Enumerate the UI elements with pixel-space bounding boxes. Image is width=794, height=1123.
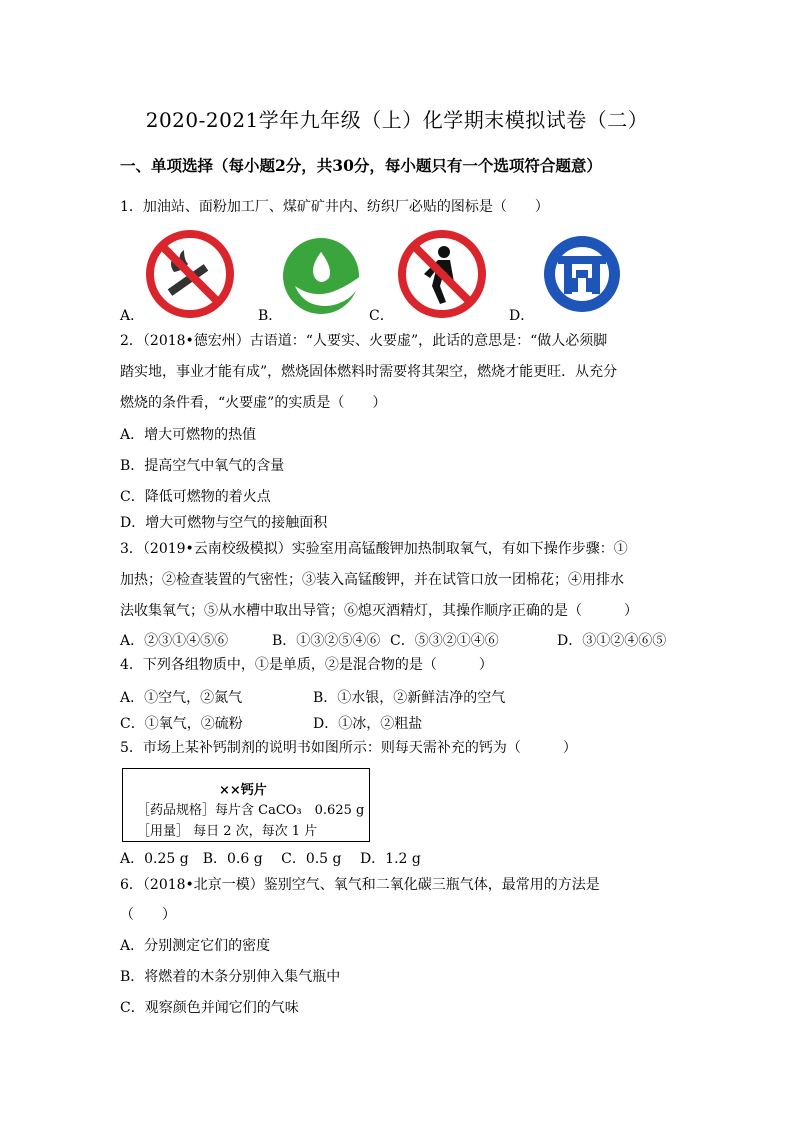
q4-option-a: A．①空气，②氮气 bbox=[120, 690, 243, 706]
q4-option-c: C．①氧气，②硫粉 bbox=[120, 716, 243, 732]
water-saving-icon bbox=[281, 230, 373, 322]
section-heading: 一、单项选择（每小题2分，共30分，每小题只有一个选项符合题意） bbox=[120, 156, 602, 175]
q3-line-2: 加热；②检查装置的气密性；③装入高锰酸钾，并在试管口放一团棉花；④用排水 bbox=[120, 572, 624, 588]
q5-options: A．0.25 g B．0.6 g C．0.5 g D．1.2 g bbox=[120, 851, 421, 867]
q3-option-c: C．⑤③②①④⑥ bbox=[390, 633, 499, 649]
q2-option-a: A．增大可燃物的热值 bbox=[120, 427, 257, 443]
q2-option-d: D．增大可燃物与空气的接触面积 bbox=[120, 515, 328, 531]
q6-option-c: C．观察颜色并闻它们的气味 bbox=[120, 1000, 299, 1016]
q2-line-1: 2．（2018•德宏州）古语道：“人要实、火要虚”，此话的意思是：“做人必须脚 bbox=[120, 333, 608, 349]
q2-line-2: 踏实地，事业才能有成”，燃烧固体燃料时需要将其架空，燃烧才能更旺．从充分 bbox=[120, 364, 618, 380]
q6-option-b: B．将燃着的木条分别伸入集气瓶中 bbox=[120, 969, 341, 985]
label-specification: ［药品规格］每片含 CaCO₃ 0.625 g bbox=[137, 803, 365, 818]
q4-option-d: D．①冰，②粗盐 bbox=[313, 716, 423, 732]
no-smoking-icon bbox=[144, 228, 236, 320]
q3-option-d: D．③①②④⑥⑤ bbox=[557, 633, 667, 649]
q2-line-3: 燃烧的条件看，“火要虚”的实质是（ ） bbox=[120, 395, 387, 411]
q6-line-2: （ ） bbox=[120, 907, 176, 923]
q6-line-1: 6．（2018•北京一模）鉴别空气、氧气和二氧化碳三瓶气体，最常用的方法是 bbox=[120, 877, 600, 893]
q3-option-b: B．①③②⑤④⑥ bbox=[272, 633, 381, 649]
q4-stem: 4．下列各组物质中，①是单质，②是混合物的是（ ） bbox=[120, 657, 493, 673]
label-title: ××钙片 bbox=[219, 783, 267, 798]
no-pedestrian-icon bbox=[396, 228, 488, 320]
q3-line-1: 3．（2019•云南校级模拟）实验室用高锰酸钾加热制取氧气，有如下操作步骤：① bbox=[120, 541, 628, 557]
recycling-icon bbox=[540, 230, 632, 322]
q1-option-a-letter: A． bbox=[120, 308, 145, 324]
q3-line-3: 法收集氧气；⑤从水槽中取出导管；⑥熄灭酒精灯，其操作顺序正确的是（ ） bbox=[120, 603, 638, 619]
q6-option-a: A．分别测定它们的密度 bbox=[120, 938, 271, 954]
supplement-label-box bbox=[122, 768, 370, 842]
page-title: 2020-2021学年九年级（上）化学期末模拟试卷（二） bbox=[145, 108, 649, 132]
q1-stem: 1．加油站、面粉加工厂、煤矿矿井内、纺织厂必贴的图标是（ ） bbox=[120, 199, 549, 215]
q1-option-d-letter: D． bbox=[509, 308, 535, 324]
q1-option-c-letter: C． bbox=[369, 308, 394, 324]
q4-option-b: B．①水银，②新鲜洁净的空气 bbox=[313, 690, 506, 706]
q1-option-b-letter: B． bbox=[258, 308, 283, 324]
q2-option-c: C．降低可燃物的着火点 bbox=[120, 489, 271, 505]
q2-option-b: B．提高空气中氧气的含量 bbox=[120, 458, 285, 474]
q5-stem: 5．市场上某补钙制剂的说明书如图所示：则每天需补充的钙为（ ） bbox=[120, 740, 577, 756]
label-dosage: ［用量］ 每日 2 次，每次 1 片 bbox=[137, 824, 318, 839]
q3-option-a: A．②③①④⑤⑥ bbox=[120, 633, 229, 649]
